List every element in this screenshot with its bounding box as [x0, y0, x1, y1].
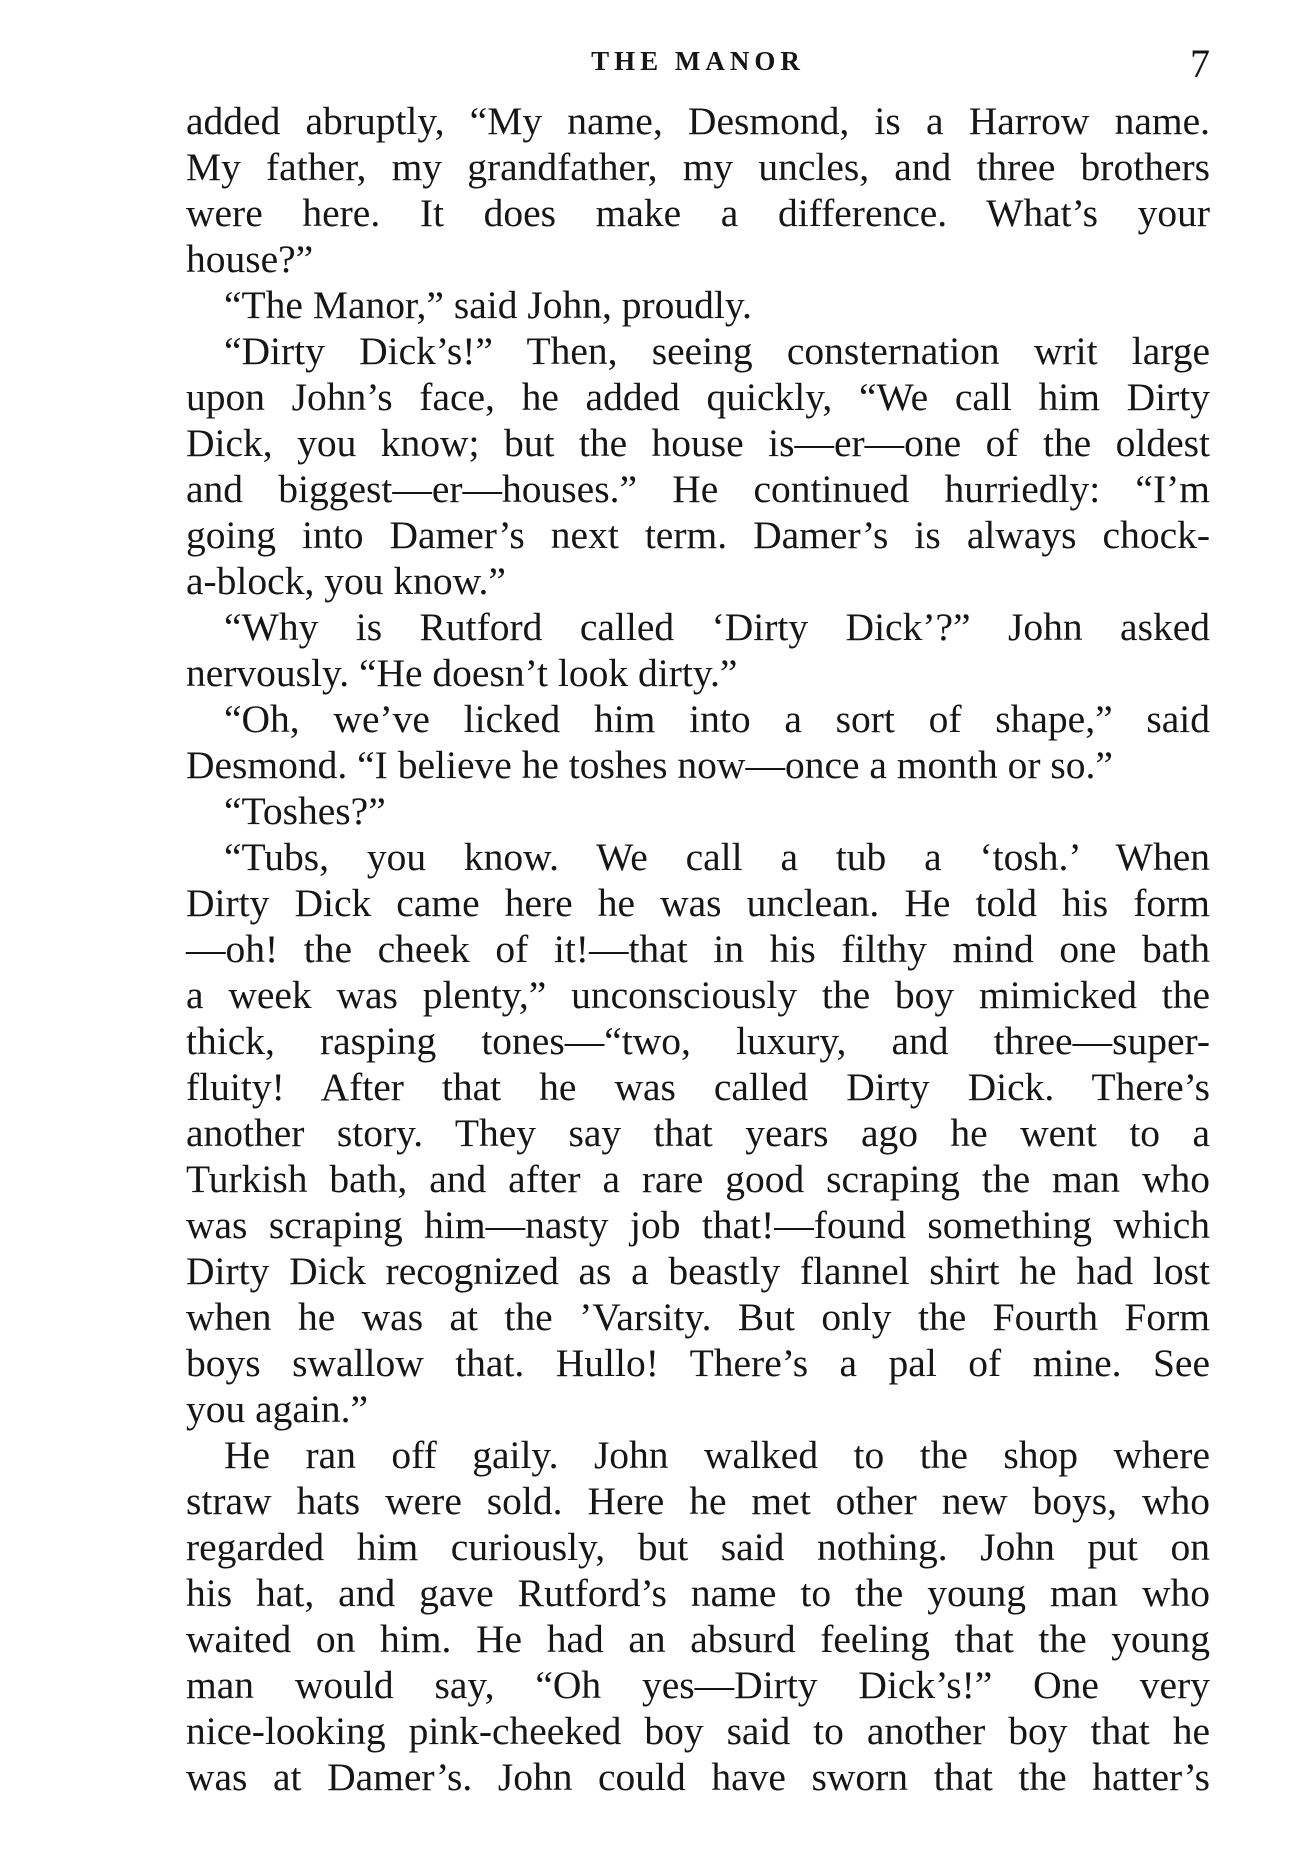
text-line: a week was plenty,” unconsciously the boy mimicked the: [186, 973, 1210, 1017]
text-line: thick, rasping tones—“two, luxury, and three—super-: [186, 1019, 1210, 1063]
text-line: man would say, “Oh yes—Dirty Dick’s!” One very: [186, 1663, 1210, 1707]
text-line: Turkish bath, and after a rare good scraping the man who: [186, 1157, 1210, 1201]
page-header: [186, 40, 1210, 90]
text-line: —oh! the cheek of it!—that in his filthy mind one bath: [186, 927, 1210, 971]
text-line: Dirty Dick recognized as a beastly flannel shirt he had lost: [186, 1249, 1210, 1293]
text-line: waited on him. He had an absurd feeling that the young: [186, 1617, 1210, 1661]
text-line: regarded him curiously, but said nothing. John put on: [186, 1525, 1210, 1569]
text-line: Desmond. “I believe he toshes now—once a month or so.”: [186, 743, 1113, 787]
text-line: He ran off gaily. John walked to the shop where: [224, 1433, 1210, 1477]
text-line: was at Damer’s. John could have sworn that the hatter’s: [186, 1755, 1210, 1799]
body-text: [186, 98, 1210, 1800]
text-line: a-block, you know.”: [186, 559, 506, 603]
page-number: 7: [1190, 41, 1210, 86]
text-line: another story. They say that years ago he went to a: [186, 1111, 1210, 1155]
text-line: “Dirty Dick’s!” Then, seeing consternation writ large: [224, 329, 1210, 373]
text-line: “Oh, we’ve licked him into a sort of shape,” said: [224, 697, 1210, 741]
text-line: nervously. “He doesn’t look dirty.”: [186, 651, 738, 695]
text-line: straw hats were sold. Here he met other new boys, who: [186, 1479, 1210, 1523]
text-line: “Toshes?”: [224, 789, 386, 833]
text-line: “The Manor,” said John, proudly.: [224, 283, 752, 327]
text-line: and biggest—er—houses.” He continued hurriedly: “I’m: [186, 467, 1210, 511]
text-line: nice-looking pink-cheeked boy said to another boy that he: [186, 1709, 1210, 1753]
text-line: Dick, you know; but the house is—er—one of the oldest: [186, 421, 1210, 465]
text-line: boys swallow that. Hullo! There’s a pal of mine. See: [186, 1341, 1210, 1385]
text-line: added abruptly, “My name, Desmond, is a Harrow name.: [186, 99, 1210, 143]
text-line: his hat, and gave Rutford’s name to the young man who: [186, 1571, 1210, 1615]
text-line: “Why is Rutford called ‘Dirty Dick’?” John asked: [224, 605, 1210, 649]
text-line: were here. It does make a difference. What’s your: [186, 191, 1210, 235]
text-line: My father, my grandfather, my uncles, and three brothers: [186, 145, 1210, 189]
text-line: upon John’s face, he added quickly, “We call him Dirty: [186, 375, 1210, 419]
text-line: you again.”: [186, 1387, 369, 1431]
text-line: Dirty Dick came here he was unclean. He told his form: [186, 881, 1210, 925]
text-line: house?”: [186, 237, 314, 281]
text-line: going into Damer’s next term. Damer’s is always chock-: [186, 513, 1210, 557]
running-title: THE MANOR: [591, 46, 805, 76]
text-line: “Tubs, you know. We call a tub a ‘tosh.’ When: [224, 835, 1210, 879]
text-line: was scraping him—nasty job that!—found something which: [186, 1203, 1210, 1247]
text-line: when he was at the ’Varsity. But only the Fourth Form: [186, 1295, 1210, 1339]
text-line: fluity! After that he was called Dirty Dick. There’s: [186, 1065, 1210, 1109]
